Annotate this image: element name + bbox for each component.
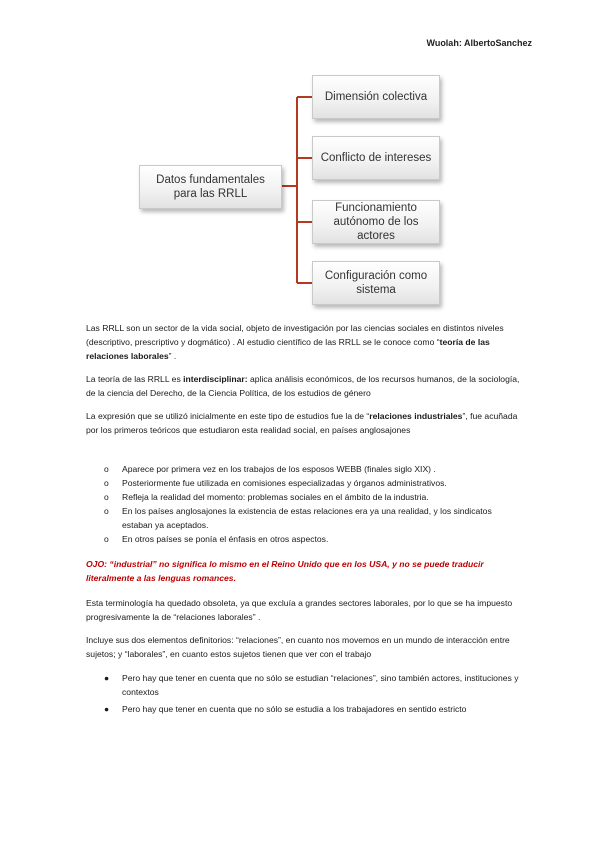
paragraph-3-tail: ”, fue acuñada por los primeros teóricos que estudiaron esta realidad social, en países anglosajones [86, 411, 518, 435]
list-item [0, 671, 600, 702]
list-item-text: Refleja la realidad del momento: problemas sociales en el ámbito de la industria. [122, 492, 429, 502]
paragraph-5: Incluye sus dos elementos definitorios: “relaciones”, en cuanto nos movemos en un mundo de interacción entre sujetos; y “laborales”, en cuanto estos sujetos tienen que ver con el trabajo [86, 635, 510, 659]
list-item-text: En los países anglosajones la existencia de estas relaciones era ya una realidad, y los sindicatos estaban ya aceptados. [122, 506, 492, 530]
list-item [0, 490, 600, 504]
diagram-child-conflicto-intereses: Conflicto de intereses [312, 136, 440, 180]
paragraph-3-text: La expresión que se utilizó inicialmente en este tipo de estudios fue la de “ [86, 411, 370, 421]
paragraph-1-bold: teoría de las relaciones laborales [86, 337, 490, 361]
list-item-text: En otros países se ponía el énfasis en otros aspectos. [122, 534, 329, 544]
list-item [0, 702, 600, 730]
list-item [0, 532, 600, 546]
hierarchy-diagram [0, 0, 600, 320]
paragraph-2 [86, 372, 524, 400]
list-item-text: Posteriormente fue utilizada en comisiones especializadas y órganos administrativos. [122, 478, 447, 488]
list-item-text: Pero hay que tener en cuenta que no sólo se estudia a los trabajadores en sentido estricto [122, 704, 467, 714]
list-origins [0, 462, 600, 546]
list-item [0, 476, 600, 490]
circle-bullet-icon: o [104, 478, 109, 488]
bullet-dot-icon: ● [104, 673, 110, 683]
ojo-note: OJO: “industrial” no significa lo mismo en el Reino Unido que en los USA, y no se puede traducir literalmente a las lenguas romances. [86, 559, 484, 583]
paragraph-1-tail: ” . [168, 351, 177, 361]
diagram-connectors [0, 0, 600, 320]
paragraph-1-text: Las RRLL son un sector de la vida social, objeto de investigación por las ciencias sociales en distintos niveles (descriptivo, prescriptivo y dogmático) . Al estudio científico de las RRLL se le conoce como “ [86, 323, 504, 347]
paragraph-4: Esta terminología ha quedado obsoleta, ya que excluía a grandes sectores laborales, por lo que se ha impuesto progresivamente la de “relaciones laborales” . [86, 598, 513, 622]
circle-bullet-icon: o [104, 464, 109, 474]
list-item [0, 462, 600, 476]
paragraph-3-bold: relaciones industriales [369, 411, 463, 421]
diagram-child-funcionamiento-autonomo: Funcionamiento autónomo de los actores [312, 200, 440, 244]
paragraph-2-tail: aplica análisis económicos, de los recursos humanos, de la sociología, de la ciencia del Derecho, de la Ciencia Política, de los estudios de género [86, 374, 520, 398]
diagram-child-configuracion-sistema: Configuración como sistema [312, 261, 440, 305]
list-item-text: Aparece por primera vez en los trabajos de los esposos WEBB (finales siglo XIX) . [122, 464, 436, 474]
list-item [0, 504, 600, 532]
diagram-root-box: Datos fundamentales para las RRLL [139, 165, 282, 209]
paragraph-3 [86, 409, 524, 437]
bullet-dot-icon: ● [104, 704, 110, 714]
header-author: Wuolah: AlbertoSanchez [426, 38, 532, 48]
list-considerations [0, 671, 600, 730]
diagram-child-dimension-colectiva: Dimensión colectiva [312, 75, 440, 119]
paragraph-1 [86, 321, 524, 363]
circle-bullet-icon: o [104, 534, 109, 544]
list-item-text: Pero hay que tener en cuenta que no sólo se estudian “relaciones”, sino también actores, instituciones y contextos [122, 673, 519, 697]
circle-bullet-icon: o [104, 506, 109, 516]
paragraph-2-bold: interdisciplinar: [183, 374, 248, 384]
paragraph-2-text: La teoría de las RRLL es [86, 374, 184, 384]
circle-bullet-icon: o [104, 492, 109, 502]
